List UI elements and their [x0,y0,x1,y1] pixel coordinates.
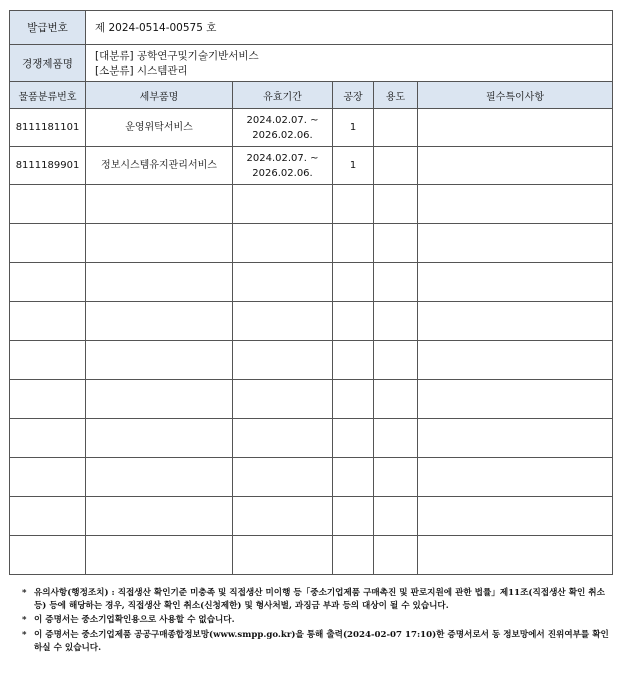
empty-cell [374,263,418,302]
cell-factory: 1 [333,109,374,147]
empty-cell [86,302,233,341]
empty-cell [10,497,86,536]
cell-use [374,109,418,147]
col-header-code: 물품분류번호 [10,82,86,109]
empty-cell [10,536,86,575]
empty-cell [418,263,613,302]
empty-cell [86,263,233,302]
cell-name: 운영위탁서비스 [86,109,233,147]
cell-period [233,109,333,147]
empty-cell [233,536,333,575]
empty-cell [233,419,333,458]
empty-cell [10,263,86,302]
empty-cell [333,302,374,341]
empty-cell [233,185,333,224]
empty-cell [233,458,333,497]
empty-cell [10,224,86,263]
empty-cell [374,497,418,536]
issue-number-row [10,11,613,45]
period-start: 2024.02.07. ~ [246,114,319,126]
empty-row [10,497,613,536]
empty-cell [86,458,233,497]
empty-cell [233,497,333,536]
note-item [22,614,616,627]
empty-cell [10,419,86,458]
col-header-factory: 공장 [333,82,374,109]
empty-cell [374,224,418,263]
period-end: 2026.02.06. [252,167,313,179]
empty-row [10,380,613,419]
col-header-period: 유효기간 [233,82,333,109]
empty-row [10,263,613,302]
empty-cell [86,185,233,224]
empty-row [10,302,613,341]
product-detail-table [9,81,613,575]
empty-cell [418,341,613,380]
empty-cell [333,419,374,458]
empty-cell [233,224,333,263]
empty-row [10,341,613,380]
empty-cell [86,497,233,536]
note-item [22,587,616,613]
note-item [22,629,616,655]
empty-cell [10,185,86,224]
empty-cell [374,458,418,497]
period-end: 2026.02.06. [252,129,313,141]
empty-cell [86,341,233,380]
empty-cell [10,341,86,380]
empty-cell [374,341,418,380]
empty-cell [374,380,418,419]
empty-cell [418,380,613,419]
cell-notes [418,147,613,185]
table-header-row [10,82,613,109]
empty-cell [418,536,613,575]
empty-cell [333,536,374,575]
bullet: * [22,629,27,640]
empty-cell [10,302,86,341]
product-name-label: 경쟁제품명 [10,45,86,83]
empty-cell [418,185,613,224]
empty-row [10,185,613,224]
table-row [10,109,613,147]
empty-cell [374,302,418,341]
cell-use [374,147,418,185]
col-header-use: 용도 [374,82,418,109]
empty-cell [333,380,374,419]
product-name-value [86,45,613,83]
period-start: 2024.02.07. ~ [246,152,319,164]
bullet: * [22,588,27,598]
note-text: 이 증명서는 중소기업확인용으로 사용할 수 없습니다. [34,615,235,626]
table-row [10,147,613,185]
empty-cell [86,380,233,419]
empty-cell [333,458,374,497]
certificate-info-table [9,10,613,83]
empty-cell [233,341,333,380]
empty-cell [418,458,613,497]
issue-number-label: 발급번호 [10,11,86,45]
empty-cell [233,380,333,419]
col-header-name: 세부품명 [86,82,233,109]
empty-cell [333,497,374,536]
empty-cell [418,497,613,536]
empty-cell [233,302,333,341]
empty-cell [86,224,233,263]
empty-cell [86,536,233,575]
empty-row [10,458,613,497]
empty-cell [374,536,418,575]
col-header-notes: 필수특이사항 [418,82,613,109]
empty-row [10,419,613,458]
empty-row [10,536,613,575]
bullet: * [22,615,27,626]
empty-cell [333,185,374,224]
product-name-row [10,45,613,83]
cell-code: 8111181101 [10,109,86,147]
cell-factory: 1 [333,147,374,185]
notes-section [22,587,616,656]
empty-cell [333,341,374,380]
note-text: 이 증명서는 중소기업제품 공공구매종합정보망(www.smpp.go.kr)을 통해 출력(2024-02-07 17:10)한 증명서로서 동 정보망에서 진위여부를 확인하실 수 있습니다. [34,629,609,653]
empty-cell [374,419,418,458]
empty-cell [86,419,233,458]
issue-number-value: 제 2024-0514-00575 호 [86,11,613,45]
empty-cell [418,224,613,263]
empty-cell [233,263,333,302]
empty-cell [418,302,613,341]
empty-cell [374,185,418,224]
cell-name: 정보시스템유지관리서비스 [86,147,233,185]
product-major-category: [대분류] 공학연구및기술기반서비스 [95,49,259,62]
cell-code: 8111189901 [10,147,86,185]
note-text: 유의사항(행정조치) : 직접생산 확인기준 미충족 및 직접생산 미이행 등「중소기업제품 구매촉진 및 판로지원에 관한 법률」제11조(직접생산 확인 취소 등) 등에 해당하는 경우, 직접생산 확인 취소(신청제한) 및 형사처벌, 과징금 부과 등의 대상이 될 수 있습니다. [34,588,605,612]
cell-period [233,147,333,185]
empty-cell [333,263,374,302]
empty-cell [10,380,86,419]
product-minor-category: [소분류] 시스템관리 [95,64,188,77]
empty-row [10,224,613,263]
empty-cell [333,224,374,263]
cell-notes [418,109,613,147]
empty-cell [418,419,613,458]
empty-cell [10,458,86,497]
